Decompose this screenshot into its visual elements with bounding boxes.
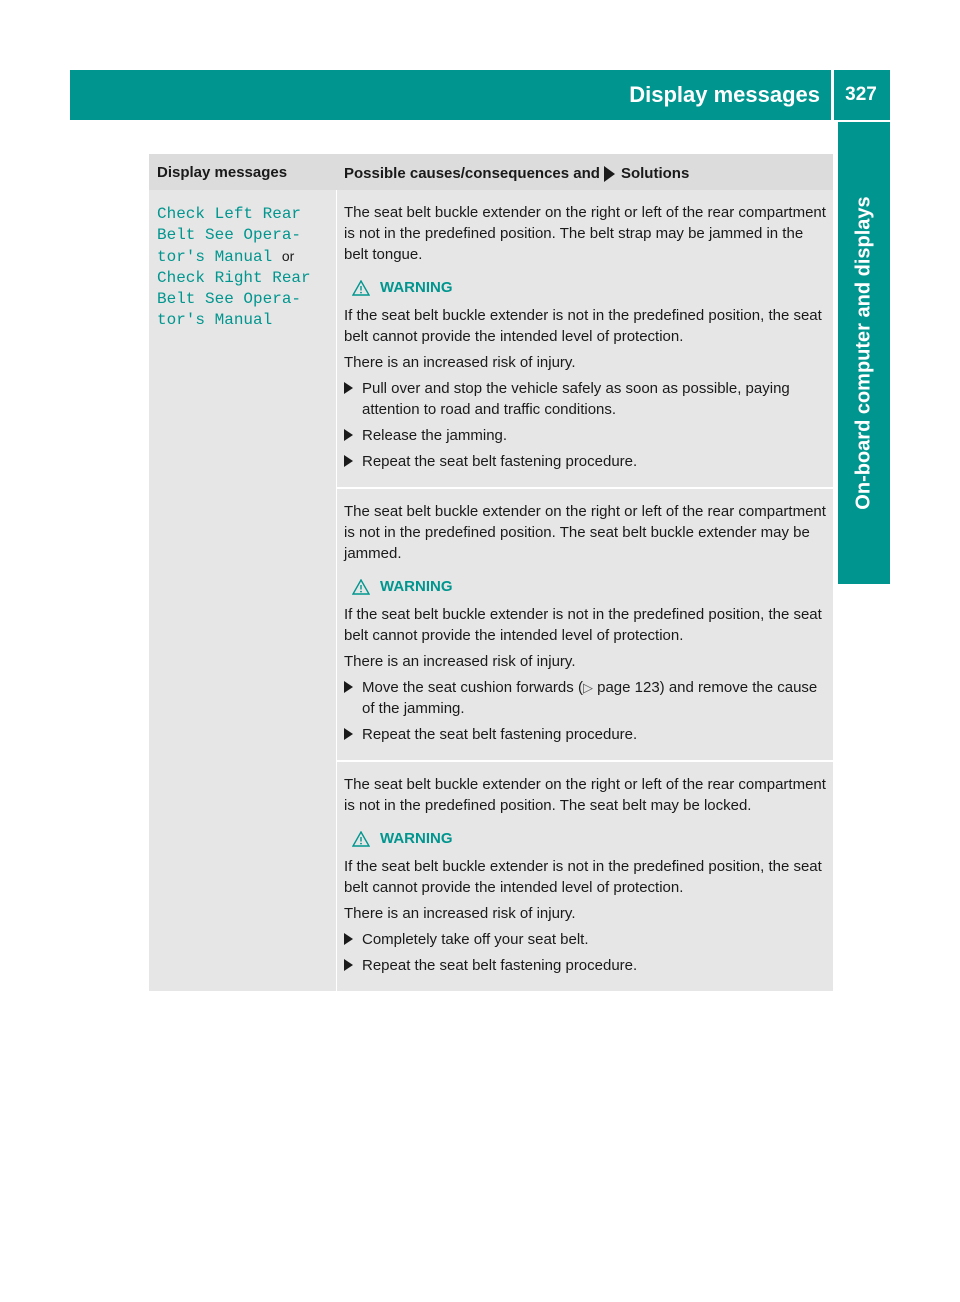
page-number: 327: [845, 84, 877, 105]
arrow-right-icon: [604, 166, 615, 182]
warning-heading: [344, 828, 827, 849]
arrow-right-icon: [344, 425, 362, 446]
message-line: Belt See Opera‐: [157, 290, 302, 308]
arrow-right-icon: [344, 451, 362, 472]
table-header: [149, 154, 833, 190]
warning-text: There is an increased risk of injury.: [344, 653, 576, 670]
step-text: Pull over and stop the vehicle safely as soon as possible, paying attention to road and traffic conditions.: [362, 380, 790, 418]
warning-heading: [344, 277, 827, 298]
col-header-solutions-post: Solutions: [620, 165, 690, 182]
solution-step: [344, 451, 827, 472]
warning-text: There is an increased risk of injury.: [344, 354, 576, 371]
arrow-right-icon: [344, 724, 362, 745]
solution-section: [337, 487, 833, 760]
cause-text: The seat belt buckle extender on the right or left of the rear compartment is not in the predefined position. The seat belt buckle extender may be jammed.: [344, 503, 826, 562]
warning-label: WARNING: [380, 279, 453, 296]
warning-text: If the seat belt buckle extender is not in the predefined position, the seat belt cannot provide the intended level of protection.: [344, 606, 822, 644]
message-line: Belt See Opera‐: [157, 226, 302, 244]
message-line: tor's Manual: [157, 311, 273, 329]
warning-triangle-icon: [352, 579, 370, 595]
solution-step: [344, 378, 827, 420]
display-messages-table: [149, 154, 833, 991]
col-header-solutions-pre: Possible causes/consequences and: [344, 165, 600, 182]
warning-text: If the seat belt buckle extender is not in the predefined position, the seat belt cannot provide the intended level of protection.: [344, 307, 822, 345]
solution-step: [344, 677, 827, 719]
step-text: Release the jamming.: [362, 427, 508, 444]
solution-step: [344, 929, 827, 950]
side-tab-label: On-board computer and displays: [852, 196, 875, 510]
arrow-right-icon: [344, 677, 362, 719]
arrow-right-icon: [344, 929, 362, 950]
solution-section: [337, 190, 833, 487]
step-text: [362, 677, 827, 719]
side-tab: [838, 122, 890, 584]
page-title: Display messages: [629, 82, 820, 107]
solution-step: [344, 955, 827, 976]
step-text-pre: Move the seat cushion forwards (: [362, 679, 583, 696]
arrow-right-icon: [344, 955, 362, 976]
col-header-solutions: [344, 163, 689, 184]
solution-step: [344, 425, 827, 446]
step-text-post: page 123) and remove the cause of the jamming.: [362, 679, 818, 717]
page-ref-icon: ▷: [582, 680, 593, 695]
warning-text: If the seat belt buckle extender is not in the predefined position, the seat belt cannot provide the intended level of protection.: [344, 858, 822, 896]
warning-text: There is an increased risk of injury.: [344, 905, 576, 922]
solution-step: [344, 724, 827, 745]
warning-label: WARNING: [380, 830, 453, 847]
cause-text: The seat belt buckle extender on the right or left of the rear compartment is not in the predefined position. The belt strap may be jammed in the belt tongue.: [344, 204, 826, 263]
table-body: [149, 190, 833, 991]
page-header: [70, 70, 890, 120]
cause-text: The seat belt buckle extender on the right or left of the rear compartment is not in the predefined position. The seat belt may be locked.: [344, 776, 826, 814]
warning-heading: [344, 576, 827, 597]
step-text: Repeat the seat belt fastening procedure.: [362, 957, 638, 974]
message-line: Check Left Rear: [157, 205, 302, 223]
warning-triangle-icon: [352, 280, 370, 296]
col-header-messages: Display messages: [157, 164, 288, 181]
solution-section: [337, 760, 833, 991]
or-text: or: [281, 248, 295, 264]
arrow-right-icon: [344, 378, 362, 420]
message-cell: [149, 190, 336, 991]
step-text: Repeat the seat belt fastening procedure.: [362, 726, 638, 743]
message-line: [149, 246, 336, 268]
message-line-text: tor's Manual: [157, 248, 273, 266]
step-text: Repeat the seat belt fastening procedure.: [362, 453, 638, 470]
warning-label: WARNING: [380, 578, 453, 595]
message-line: Check Right Rear: [157, 269, 311, 287]
solutions-cell: [336, 190, 833, 991]
warning-triangle-icon: [352, 831, 370, 847]
step-text: Completely take off your seat belt.: [362, 931, 589, 948]
